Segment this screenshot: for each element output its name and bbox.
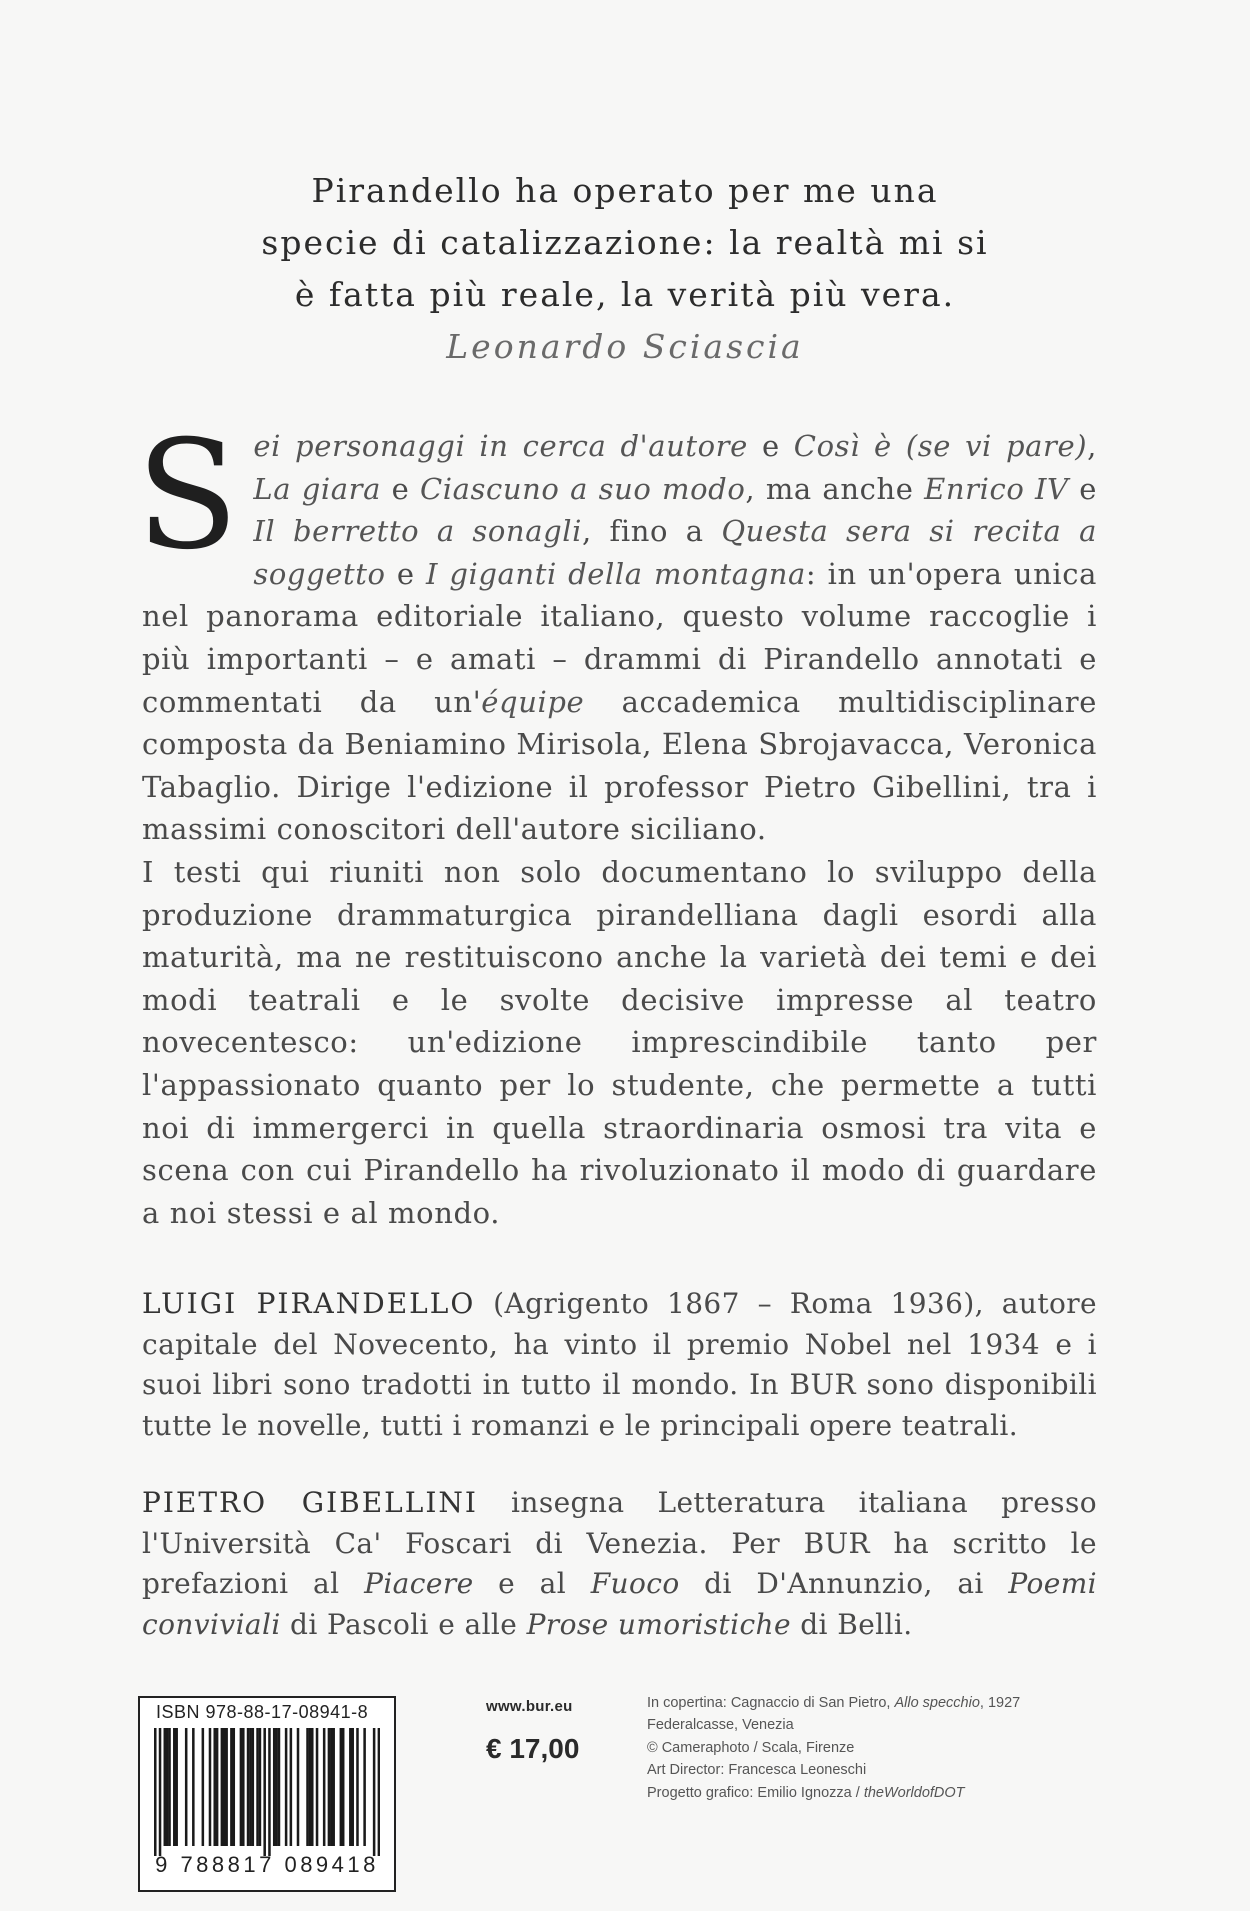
barcode-bar bbox=[378, 1728, 380, 1856]
barcode-bar bbox=[159, 1728, 162, 1856]
barcode-bar bbox=[356, 1728, 359, 1846]
title-la-giara: La giara bbox=[253, 471, 381, 506]
text-fragment: accademica multidisciplinare composta da Beniamino Mirisola, Elena Sbrojavacca, Veronica Tabaglio. Dirige l'edizione il professor Pietro Gibellini, tra i massimi conoscitori dell'autore siciliano. bbox=[142, 684, 1097, 847]
epigraph-line: specie di catalizzazione: la realtà mi si bbox=[261, 223, 989, 262]
credit-line: © Cameraphoto / Scala, Firenze bbox=[647, 1739, 855, 1756]
title-berretto: Il berretto a sonagli bbox=[253, 514, 583, 549]
barcode-bar bbox=[297, 1728, 300, 1846]
isbn-barcode bbox=[138, 1696, 396, 1892]
text-fragment: e bbox=[747, 429, 794, 463]
barcode-bar bbox=[349, 1728, 352, 1846]
text-fragment: e al bbox=[473, 1567, 591, 1600]
isbn-label: ISBN 978-88-17-08941-8 bbox=[156, 1702, 369, 1722]
barcode-bar bbox=[278, 1728, 281, 1846]
title-cosi-e: Così è (se vi pare) bbox=[793, 429, 1088, 463]
title-sei-personaggi: ei personaggi in cerca d'autore bbox=[253, 429, 748, 463]
credit-line: Federalcasse, Venezia bbox=[647, 1717, 794, 1734]
title-giganti: I giganti della montagna bbox=[425, 556, 806, 591]
title-prose-umoristiche: Prose umoristiche bbox=[526, 1607, 791, 1641]
book-description bbox=[136, 409, 1098, 1234]
studio-name: theWorldofDOT bbox=[863, 1784, 965, 1801]
credit-line: Art Director: Francesca Leoneschi bbox=[647, 1762, 867, 1779]
epigraph bbox=[0, 165, 1250, 373]
barcode-bar bbox=[223, 1728, 226, 1846]
editor-bio bbox=[142, 1483, 1097, 1645]
barcode-bar bbox=[340, 1728, 343, 1846]
price: € 17,00 bbox=[486, 1733, 580, 1764]
text-fragment: di Pascoli e alle bbox=[280, 1607, 527, 1641]
epigraph-line: Pirandello ha operato per me una bbox=[311, 171, 939, 210]
credit-text: In copertina: Cagnaccio di San Pietro, bbox=[647, 1695, 895, 1711]
text-fragment: di D'Annunzio, ai bbox=[679, 1567, 1009, 1600]
text-fragment: insegna Letteratura italiana presso l'Università Ca' Foscari di Venezia. Per BUR ha scritto le prefazioni al bbox=[142, 1486, 1097, 1600]
barcode-bar bbox=[252, 1728, 255, 1846]
barcode-bar bbox=[316, 1728, 319, 1846]
barcode-bar bbox=[216, 1728, 219, 1846]
barcode-bar bbox=[247, 1728, 250, 1846]
title-piacere: Piacere bbox=[364, 1567, 474, 1600]
author-bio-text: (Agrigento 1867 – Roma 1936), autore capitale del Novecento, ha vinto il premio Nobel nel 1934 e i suoi libri sono tradotti in tutto il mondo. In BUR sono disponibili tutte le novelle, tutti i romanzi e le principali opere teatrali. bbox=[142, 1287, 1097, 1442]
barcode-bar bbox=[351, 1728, 354, 1846]
term-equipe: équipe bbox=[481, 684, 585, 719]
epigraph-line: è fatta più reale, la verità più vera. bbox=[294, 275, 956, 314]
barcode-digits: 9 788817 089418 bbox=[155, 1852, 379, 1877]
epigraph-author: Leonardo Sciascia bbox=[446, 327, 804, 366]
barcode-bar bbox=[175, 1728, 178, 1846]
barcode-bar bbox=[290, 1728, 293, 1846]
description-paragraph-2: I testi qui riuniti non solo documentano lo sviluppo della produzione drammaturgica pirandelliana dagli esordi alla maturità, ma ne restituiscono anche la varietà dei temi e dei modi teatrali e le svolte decisive impresse al teatro novecentesco: un'edizione imprescindibile tanto per l'appassionato quanto per lo studente, che permette a tutti noi di immergerci in quella straordinaria osmosi tra vita e scena con cui Pirandello ha rivoluzionato il modo di guardare a noi stessi e al mondo. bbox=[142, 854, 1097, 1230]
barcode-bar bbox=[342, 1728, 345, 1846]
title-ciascuno: Ciascuno a suo modo bbox=[419, 471, 746, 506]
text-fragment: di Belli. bbox=[790, 1607, 913, 1641]
barcode-bar bbox=[173, 1728, 176, 1846]
text-fragment: e bbox=[385, 556, 426, 591]
barcode-bar bbox=[233, 1728, 236, 1846]
title-poemi-conviviali: Poemi conviviali bbox=[142, 1567, 1097, 1641]
text-fragment: , ma anche bbox=[745, 471, 925, 506]
drop-cap: S bbox=[136, 409, 240, 583]
barcode-bar bbox=[275, 1728, 278, 1846]
barcode-bar bbox=[164, 1728, 167, 1846]
barcode-bar bbox=[168, 1728, 171, 1846]
price-block bbox=[486, 1698, 579, 1765]
barcode-bar bbox=[306, 1728, 309, 1846]
barcode-bar bbox=[213, 1728, 216, 1846]
barcode-bar bbox=[330, 1728, 333, 1846]
barcode-bar bbox=[273, 1728, 276, 1846]
barcode-bar bbox=[185, 1728, 188, 1846]
barcode-bar bbox=[225, 1728, 228, 1846]
barcode-bar bbox=[363, 1728, 366, 1846]
barcode-bar bbox=[242, 1728, 245, 1846]
barcode-bar bbox=[323, 1728, 326, 1846]
text-fragment: , fino a bbox=[582, 514, 722, 549]
title-questa-sera: Questa sera si recita a soggetto bbox=[253, 514, 1097, 591]
barcode-bar bbox=[221, 1728, 224, 1846]
text-fragment: e bbox=[381, 471, 420, 506]
text-fragment: e bbox=[1068, 471, 1097, 506]
barcode-bar bbox=[256, 1728, 259, 1846]
barcode-bar bbox=[263, 1728, 266, 1856]
cover-credits bbox=[647, 1692, 1147, 1804]
barcode-bar bbox=[209, 1728, 212, 1846]
barcode-bar bbox=[373, 1728, 376, 1856]
credit-text: Progetto grafico: Emilio Ignozza / bbox=[647, 1784, 864, 1801]
credit-line bbox=[647, 1692, 1147, 1714]
barcode-bar bbox=[309, 1728, 312, 1846]
barcode-bar bbox=[154, 1728, 157, 1856]
author-bio bbox=[142, 1284, 1097, 1446]
credit-line bbox=[647, 1782, 1147, 1804]
publisher-website: www.bur.eu bbox=[486, 1698, 573, 1715]
editor-name: PIETRO GIBELLINI bbox=[142, 1486, 478, 1519]
barcode-bar bbox=[332, 1728, 335, 1846]
artwork-title: Allo specchio bbox=[894, 1695, 980, 1711]
barcode-bar bbox=[249, 1728, 252, 1846]
title-fuoco: Fuoco bbox=[590, 1567, 680, 1600]
barcode-bar bbox=[268, 1728, 271, 1856]
barcode-bar bbox=[166, 1728, 169, 1846]
barcode-bars bbox=[154, 1728, 380, 1856]
text-fragment: , bbox=[1087, 429, 1097, 463]
barcode-bar bbox=[285, 1728, 288, 1846]
author-name: LUIGI PIRANDELLO bbox=[142, 1287, 476, 1320]
barcode-bar bbox=[328, 1728, 331, 1846]
barcode-bar bbox=[240, 1728, 243, 1846]
credit-text: , 1927 bbox=[979, 1695, 1021, 1711]
title-enrico-iv: Enrico IV bbox=[924, 471, 1069, 506]
barcode-bar bbox=[192, 1728, 195, 1846]
text-fragment: : in un'opera unica nel panorama editoriale italiano, questo volume raccoglie i più importanti – e amati – drammi di Pirandello annotati e commentati da un' bbox=[142, 556, 1098, 719]
barcode-bar bbox=[311, 1728, 314, 1846]
barcode-bar bbox=[202, 1728, 205, 1846]
barcode-bar bbox=[230, 1728, 233, 1846]
barcode-bar bbox=[259, 1728, 262, 1846]
